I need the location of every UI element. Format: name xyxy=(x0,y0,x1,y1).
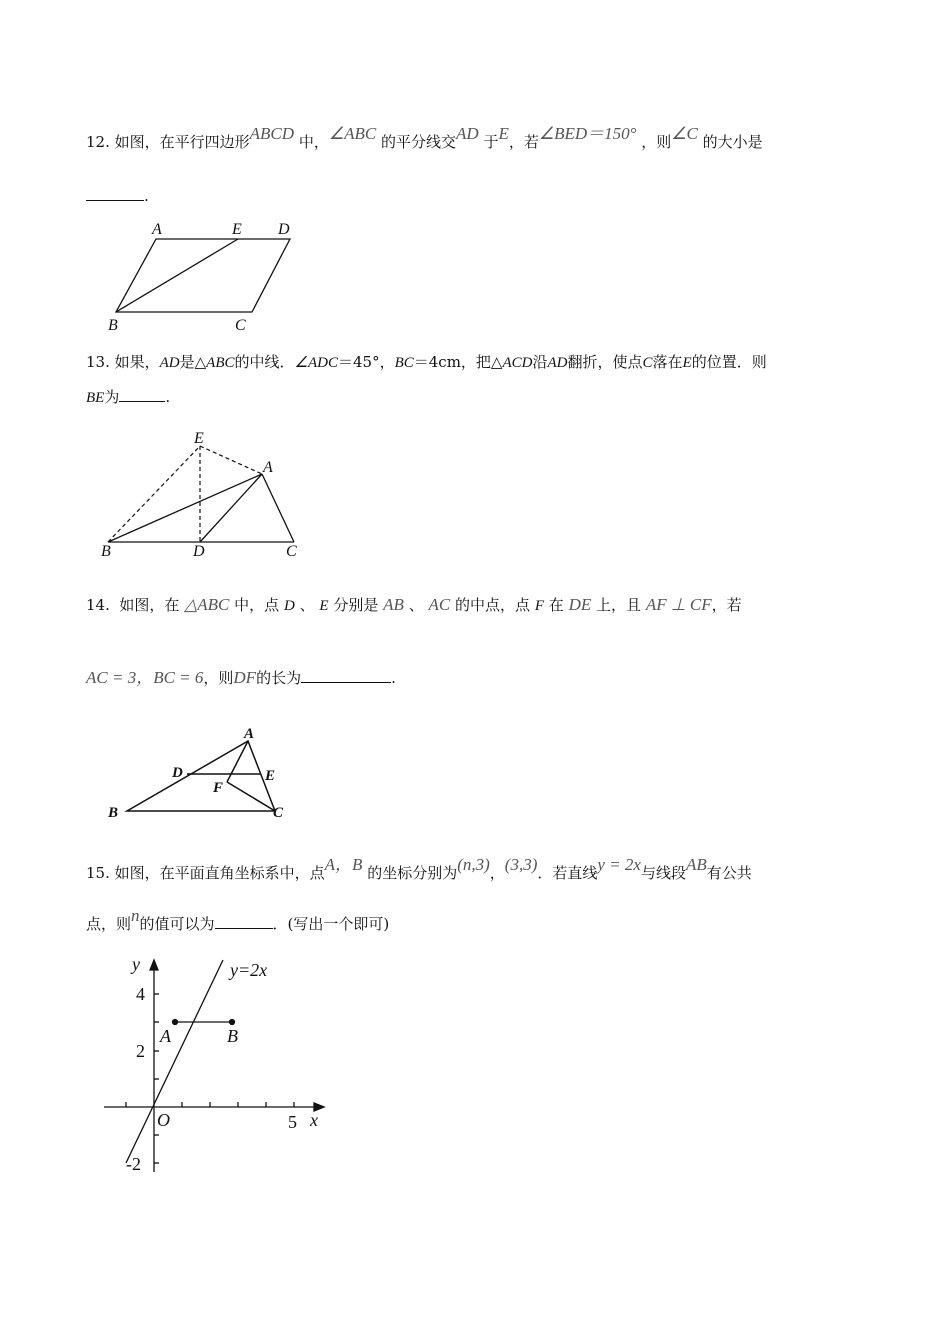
label-F: F xyxy=(213,780,224,796)
q13-line1: 13. 如果，AD是△ABC的中线．∠ADC＝45°，BC＝4cm，把△ACD沿AD翻折，使点C落在E的位置．则 xyxy=(86,353,767,371)
dashed-ea xyxy=(200,446,262,474)
label-B: B xyxy=(108,317,118,334)
math-AD: AD xyxy=(456,124,479,143)
label-B: B xyxy=(101,543,111,560)
triangle-abc xyxy=(127,741,275,811)
math-angle-ABC: ∠ABC xyxy=(328,124,377,143)
y-axis-arrow xyxy=(150,960,158,970)
tick-5: 5 xyxy=(288,1112,297,1132)
segment-ba xyxy=(108,474,262,542)
tick-4: 4 xyxy=(136,984,145,1004)
q15-line2: 点，则n的值可以为 ．(写出一个即可) xyxy=(86,906,390,933)
q12-line2: . xyxy=(86,186,149,206)
math-E: E xyxy=(498,124,509,143)
label-D: D xyxy=(172,765,183,781)
label-D: D xyxy=(278,221,290,238)
label-A: A xyxy=(263,459,273,476)
bisector-be xyxy=(116,239,238,312)
label-B: B xyxy=(227,1026,238,1046)
math-ABCD: ABCD xyxy=(249,124,295,143)
tick-2: 2 xyxy=(136,1041,145,1061)
label-A: A xyxy=(152,221,162,238)
label-x: x xyxy=(310,1110,318,1130)
answer-blank[interactable] xyxy=(119,387,165,402)
q12-figure xyxy=(100,215,320,335)
answer-blank[interactable] xyxy=(86,186,144,201)
label-C: C xyxy=(286,543,297,560)
label-C: C xyxy=(235,317,246,334)
point-A xyxy=(173,1020,178,1025)
label-D: D xyxy=(193,543,205,560)
dashed-be xyxy=(108,446,200,542)
segment-da xyxy=(200,474,262,542)
label-equation: y=2x xyxy=(230,960,268,980)
answer-blank[interactable] xyxy=(301,668,391,683)
parallelogram-abcd xyxy=(116,239,290,312)
label-B: B xyxy=(108,805,119,821)
label-A: A xyxy=(160,1026,171,1046)
label-E: E xyxy=(265,768,276,784)
answer-blank[interactable] xyxy=(215,914,273,929)
segment-ac xyxy=(262,474,294,542)
label-E: E xyxy=(232,221,242,238)
label-A: A xyxy=(244,726,255,742)
label-E: E xyxy=(194,430,204,447)
label-C: C xyxy=(273,805,284,821)
q14-line1: 14. 如图，在 △ABC 中，点 D 、 E 分别是 AB 、 AC 的中点，点 F 在 DE 上，且 AF ⊥ CF，若 xyxy=(86,595,742,614)
label-O: O xyxy=(157,1110,170,1130)
q14-figure xyxy=(104,724,304,824)
q15-figure xyxy=(98,950,348,1190)
q15-line1: 15. 如图，在平面直角坐标系中，点A，B 的坐标分别为(n,3)，(3,3)．若直线y = 2x与线段AB有公共 xyxy=(86,855,752,882)
q13-figure xyxy=(98,428,318,563)
math-angle-C: ∠C xyxy=(671,124,698,143)
segment-fc xyxy=(227,782,275,811)
tick-neg2: -2 xyxy=(126,1154,141,1174)
q14-line2: AC = 3，BC = 6，则DF的长为 . xyxy=(86,668,396,687)
point-B xyxy=(230,1020,235,1025)
math-angle-BED: ∠BED＝150° xyxy=(538,124,637,143)
label-y: y xyxy=(132,954,140,974)
q12-line1: 12. 如图，在平行四边形ABCD 中，∠ABC 的平分线交AD 于E，若∠BED＝150° ，则∠C 的大小是 xyxy=(86,124,763,151)
q13-line2: BE为 . xyxy=(86,388,171,406)
